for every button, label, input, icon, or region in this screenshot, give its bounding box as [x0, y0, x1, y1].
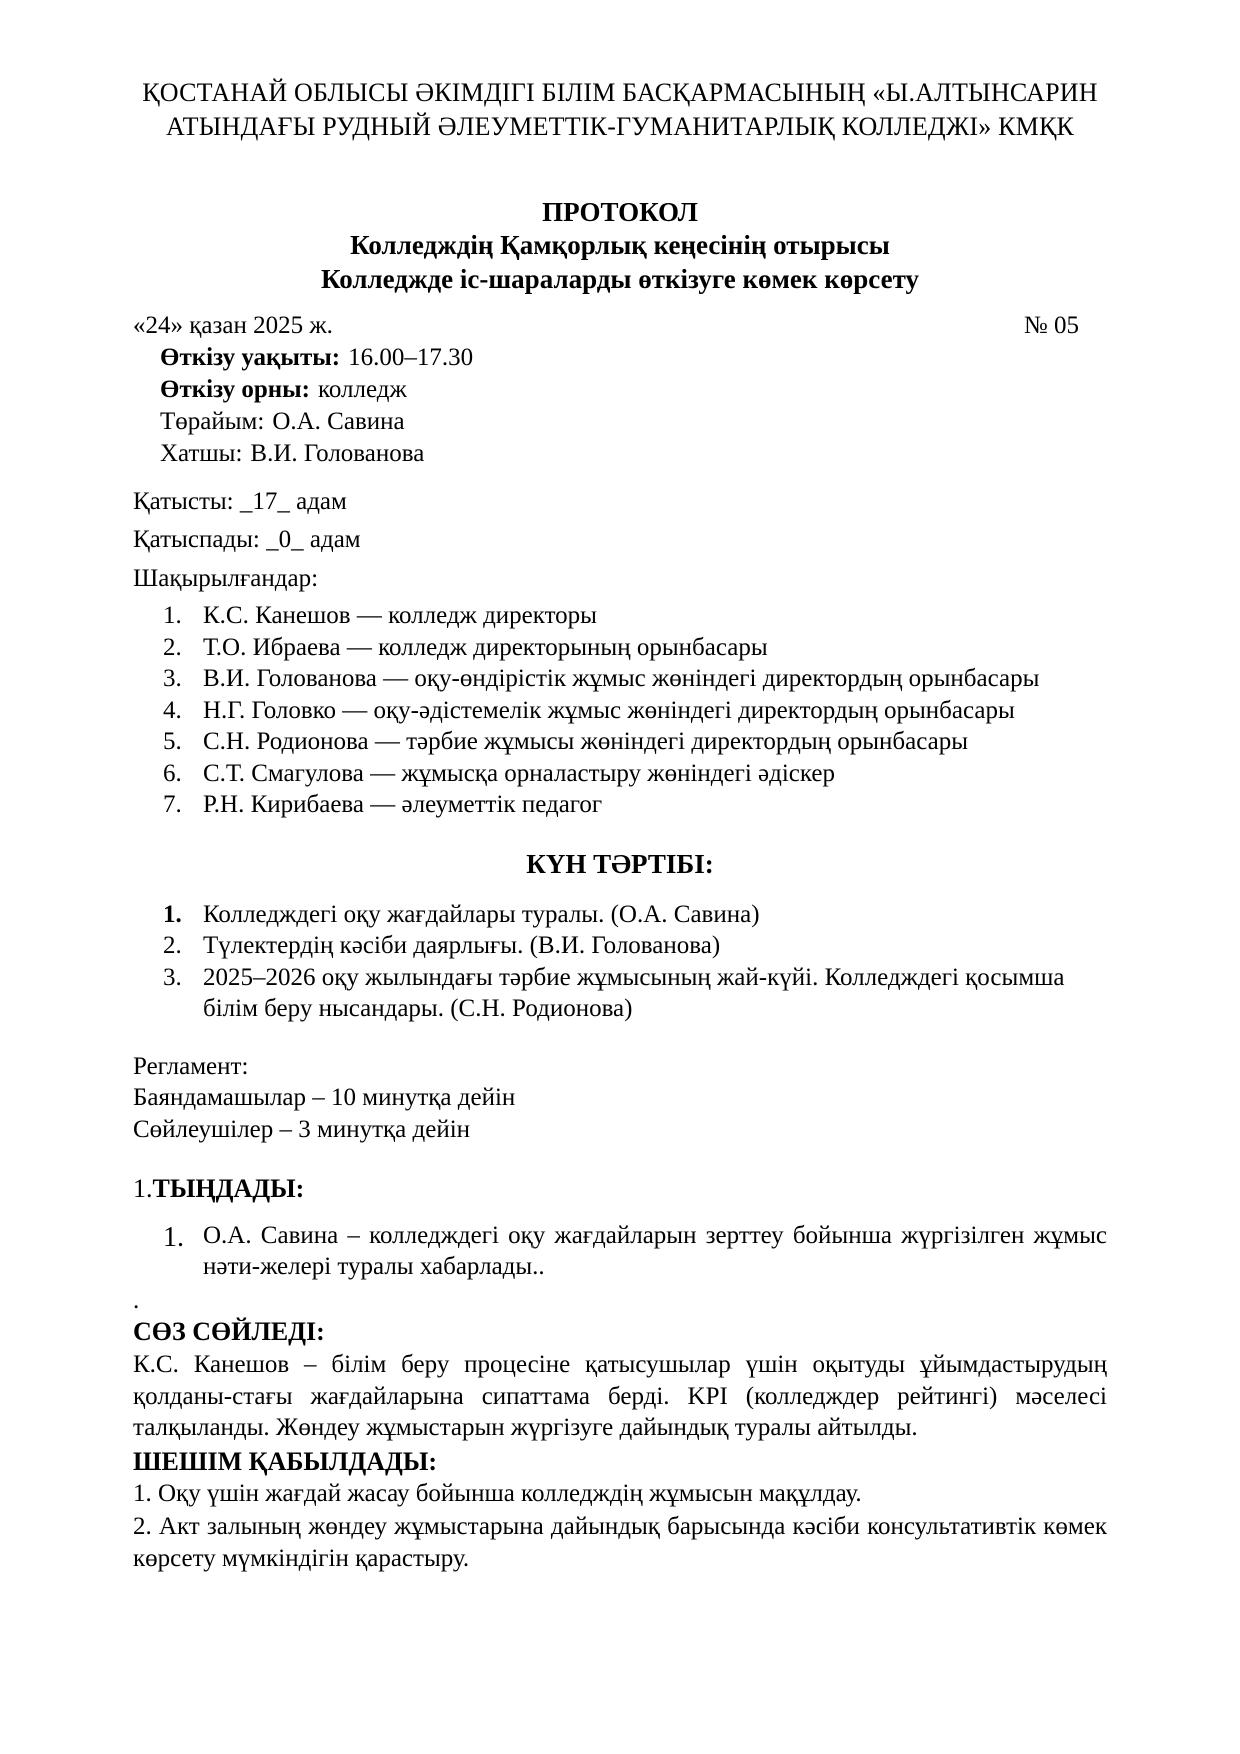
secretary-label: Хатшы: [160, 439, 243, 467]
stray-dot: . [133, 1286, 140, 1314]
agenda-list [163, 899, 1107, 1025]
invited-label: Шақырылғандар: [133, 564, 319, 592]
invited-person-text: В.И. Голованова — оқу-өндірістік жұмыс жөніндегі директордың орынбасары [203, 665, 1040, 692]
agenda-item-text: 2025–2026 оқу жылындағы тәрбие жұмысының жай-күйі. Колледждегі қосымша білім беру нысандары. (С.Н. Родионова) [203, 963, 1065, 1023]
decided-heading: ШЕШІМ ҚАБЫЛДАДЫ: [133, 1446, 438, 1476]
invited-person-row [163, 663, 1107, 695]
invited-person-text: Т.О. Ибраева — колледж директорының орынбасары [203, 633, 768, 661]
meeting-details [160, 342, 1107, 470]
agenda-item-text: Түлектердің кәсіби даярлығы. (В.И. Голованова) [203, 932, 721, 960]
invited-person-number: 5. [163, 728, 182, 755]
invited-person-text: К.С. Канешов — колледж директоры [203, 602, 597, 629]
agenda-item-row [163, 899, 1107, 931]
attended-count: Қатысты: _17_ адам [133, 487, 347, 515]
invited-person-row [163, 632, 1107, 664]
decided-item: 2. Акт залының жөндеу жұмыстарына дайындық барысында кәсіби консультативтік көмек көрсету мүмкіндігін қарастыру. [133, 1512, 1107, 1573]
rules-heading: Регламент: [133, 1052, 249, 1080]
chairperson-value: О.А. Савина [272, 407, 405, 435]
agenda-heading: КҮН ТӘРТІБІ: [526, 848, 714, 879]
protocol-date: «24» қазан 2025 ж. [133, 312, 333, 339]
meeting-place-row [160, 374, 1107, 406]
agenda-item-number: 2. [163, 932, 182, 960]
meeting-time-row [160, 342, 1107, 374]
invited-person-row [163, 600, 1107, 632]
chairperson-row [160, 406, 1107, 438]
meeting-time-value: 16.00–17.30 [348, 343, 474, 371]
invited-person-number: 3. [163, 665, 182, 692]
invited-person-row [163, 758, 1107, 790]
secretary-row [160, 438, 1107, 470]
document-title-block [133, 196, 1107, 296]
heard-section-label: ТЫҢДАДЫ: [152, 1174, 305, 1204]
meeting-time-label: Өткізу уақыты: [160, 343, 341, 371]
meeting-place-value: колледж [318, 375, 407, 403]
secretary-value: В.И. Голованова [250, 439, 425, 467]
date-number-row [133, 310, 1107, 342]
invited-person-number: 4. [163, 696, 182, 724]
protocol-number: № 05 [1023, 312, 1079, 339]
decided-list [133, 1478, 1107, 1576]
protocol-subtitle-council: Колледждің Қамқорлық кеңесінің отырысы [350, 230, 890, 261]
rule-line: Сөйлеушілер – 3 минутқа дейін [133, 1115, 471, 1143]
spoke-text: К.С. Канешов – білім беру процесіне қатысушылар үшін оқытуды ұйымдастырудың қолданы-стағы жағдайларына сипаттама берді. KPI (колледждер рейтингі) мәселесі талқыланды. Жөндеу жұмыстарын жүргізуге дайындық туралы айтылды. [133, 1351, 1107, 1442]
rule-line: Баяндамашылар – 10 минутқа дейін [133, 1084, 516, 1112]
invited-person-text: С.Н. Родионова — тәрбие жұмысы жөніндегі директордың орынбасары [203, 728, 969, 755]
protocol-title: ПРОТОКОЛ [542, 196, 698, 227]
chairperson-label: Төрайым: [160, 407, 265, 435]
invited-person-row [163, 695, 1107, 727]
invited-person-row [163, 789, 1107, 821]
invited-person-number: 2. [163, 633, 182, 661]
invited-person-number: 6. [163, 759, 182, 787]
decided-item: 1. Оқу үшін жағдай жасау бойынша колледждің жұмысын мақұлдау. [133, 1480, 862, 1508]
absent-count: Қатыспады: _0_ адам [133, 526, 361, 553]
invited-person-row [163, 726, 1107, 758]
rules-block [133, 1051, 1107, 1146]
agenda-item-text: Колледждегі оқу жағдайлары туралы. (О.А. Савина) [203, 900, 760, 928]
invited-person-number: 1. [163, 602, 182, 629]
spoke-heading: СӨЗ СӨЙЛЕДІ: [133, 1317, 325, 1347]
rules-lines [133, 1082, 1107, 1145]
agenda-item-row [163, 962, 1107, 1025]
invited-list [163, 600, 1107, 821]
heard-item-number: 1. [163, 1221, 184, 1253]
organization-header: ҚОСТАНАЙ ОБЛЫСЫ ӘКІМДІГІ БІЛІМ БАСҚАРМАСЫНЫҢ «Ы.АЛТЫНСАРИН АТЫНДАҒЫ РУДНЫЙ ӘЛЕУМЕТТІК-ГУМАНИТАРЛЫҚ КОЛЛЕДЖІ» КМҚК [142, 78, 1098, 141]
heard-item-row [163, 1220, 1107, 1283]
invited-person-text: С.Т. Смагулова — жұмысқа орналастыру жөніндегі әдіскер [203, 759, 836, 787]
invited-person-text: Н.Г. Головко — оқу-әдістемелік жұмыс жөніндегі директордың орынбасары [203, 696, 1015, 724]
agenda-item-number: 3. [163, 963, 182, 991]
invited-person-text: Р.Н. Кирибаева — әлеуметтік педагог [203, 791, 603, 818]
heard-section-number: 1. [133, 1174, 153, 1204]
heard-heading-row [133, 1173, 1107, 1206]
invited-person-number: 7. [163, 791, 182, 818]
protocol-subtitle-topic: Колледжде іс-шараларды өткізуге көмек көрсету [320, 263, 919, 294]
heard-item-text: О.А. Савина – колледждегі оқу жағдайларын зерттеу бойынша жүргізілген жұмыс нәти-желері туралы хабарлады.. [203, 1221, 1107, 1281]
agenda-item-row [163, 930, 1107, 962]
meeting-place-label: Өткізу орны: [160, 375, 310, 403]
agenda-item-number: 1. [163, 900, 182, 928]
